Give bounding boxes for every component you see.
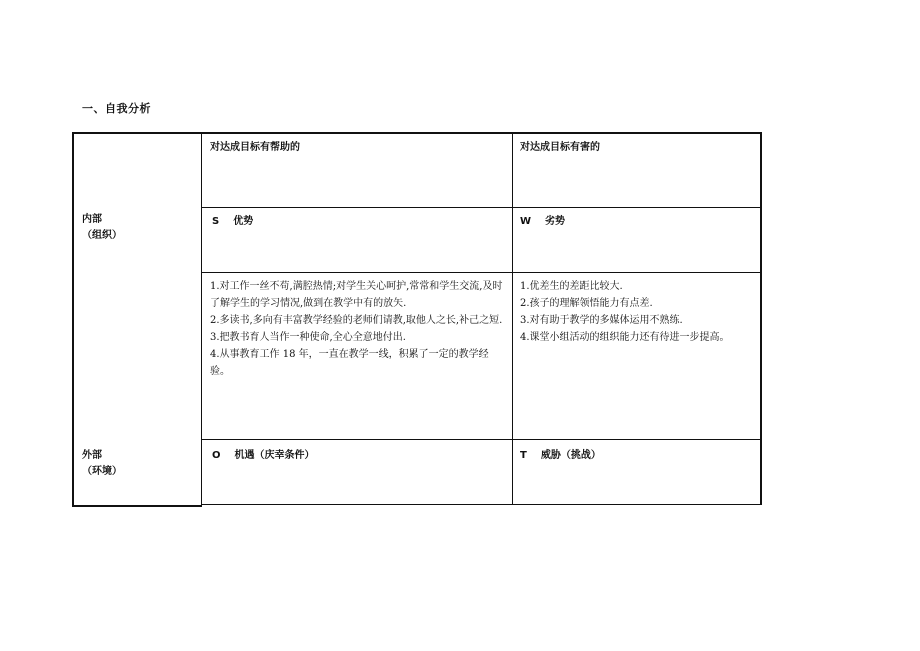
weaknesses-title: W 劣势 <box>520 216 566 227</box>
row-divider-strength-title <box>202 272 762 273</box>
strengths-list <box>204 278 510 380</box>
strength-item: 2.多读书,多向有丰富教学经验的老师们请教,取他人之长,补己之短. <box>210 315 503 326</box>
row-divider-header <box>202 207 762 208</box>
weakness-item: 3.对有助于教学的多媒体运用不熟练. <box>520 315 683 326</box>
col-divider-middle <box>512 132 513 505</box>
weakness-item: 4.课堂小组活动的组织能力还有待进一步提高。 <box>520 332 730 343</box>
strength-item: 3.把教书育人当作一种使命,全心全意地付出. <box>210 332 406 343</box>
row-divider-internal <box>202 439 762 440</box>
threats-title: T 威胁（挑战） <box>520 450 601 461</box>
table-border-bottom <box>202 504 762 505</box>
section-heading: 一、自我分析 <box>82 102 151 115</box>
weakness-item: 2.孩子的理解领悟能力有点差. <box>520 298 653 309</box>
external-label: 外部 （环境） <box>82 450 122 477</box>
opportunities-title: O 机遇（庆幸条件） <box>212 450 315 461</box>
table-border-right <box>760 132 762 505</box>
table-border-bottom-left <box>72 505 202 507</box>
internal-label: 内部 （组织） <box>82 214 122 241</box>
swot-table <box>72 132 762 508</box>
table-border-top <box>72 132 762 134</box>
header-harmful: 对达成目标有害的 <box>520 142 600 153</box>
weakness-item: 1.优差生的差距比较大. <box>520 281 623 292</box>
col-divider-label <box>201 132 202 507</box>
strengths-title: S 优势 <box>212 216 254 227</box>
header-helpful: 对达成目标有帮助的 <box>210 142 300 153</box>
strength-item: 1.对工作一丝不苟,满腔热情;对学生关心呵护,常常和学生交流,及时了解学生的学习情况,做到在教学中有的放矢. <box>210 281 503 309</box>
strength-item: 4.从事教育工作 18 年，一直在教学一线，积累了一定的教学经验。 <box>210 349 489 377</box>
table-border-left <box>72 132 74 507</box>
weaknesses-list <box>514 278 758 346</box>
